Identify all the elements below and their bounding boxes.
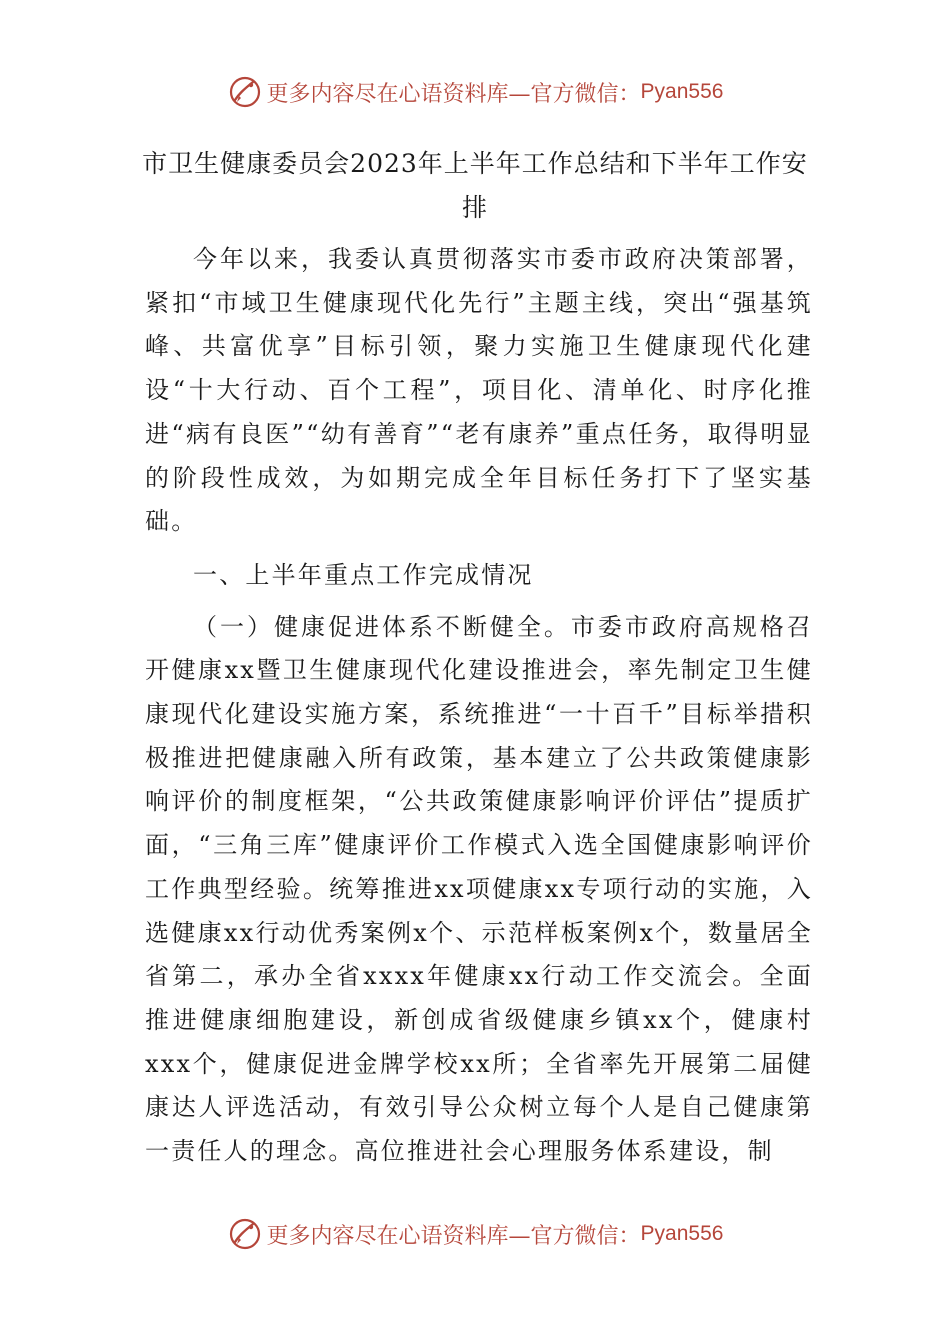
intro-paragraph: 今年以来，我委认真贯彻落实市委市政府决策部署，紧扣“市域卫生健康现代化先行”主题主线，突出“强基筑峰、共富优享”目标引领，聚力实施卫生健康现代化建设“十大行动、百个工程”，项目化、清单化、时序化推进“病有良医”“幼有善育”“老有康养”重点任务，取得明显的阶段性成效，为如期完成全年目标任务打下了坚实基础。 bbox=[145, 245, 813, 536]
watermark-text: 更多内容尽在心语资料库—官方微信： bbox=[266, 81, 641, 107]
section-paragraph: （一）健康促进体系不断健全。市委市政府高规格召开健康xx暨卫生健康现代化建设推进会，率先制定卫生健康现代化建设实施方案，系统推进“一十百千”目标举措积极推进把健康融入所有政策，基本建立了公共政策健康影响评价的制度框架，“公共政策健康影响评价评估”提质扩面，“三角三库”健康评价工作模式入选全国健康影响评价工作典型经验。统筹推进xx项健康xx专项行动的实施，入选健康xx行动优秀案例x个、示范样板案例x个，数量居全省第二，承办全省xxxx年健康xx行动工作交流会。全面推进健康细胞建设，新创成省级健康乡镇xx个，健康村xxx个，健康促进金牌学校xx所；全省率先开展第二届健康达人评选活动，有效引导公众树立每个人是自己健康第一责任人的理念。高位推进社会心理服务体系建设，制 bbox=[145, 612, 813, 1166]
pen-logo-icon bbox=[227, 74, 263, 110]
header-watermark bbox=[0, 70, 950, 114]
footer-watermark bbox=[0, 1212, 950, 1256]
wechat-id: Pyan556 bbox=[640, 1222, 724, 1245]
section-heading: 一、上半年重点工作完成情况 bbox=[193, 560, 534, 589]
pen-logo-icon bbox=[227, 1216, 263, 1252]
document-body bbox=[145, 238, 813, 1174]
document-title: 市卫生健康委员会2023年上半年工作总结和下半年工作安排 bbox=[142, 149, 808, 222]
wechat-id: Pyan556 bbox=[640, 80, 724, 103]
watermark-text: 更多内容尽在心语资料库—官方微信： bbox=[266, 1223, 641, 1249]
